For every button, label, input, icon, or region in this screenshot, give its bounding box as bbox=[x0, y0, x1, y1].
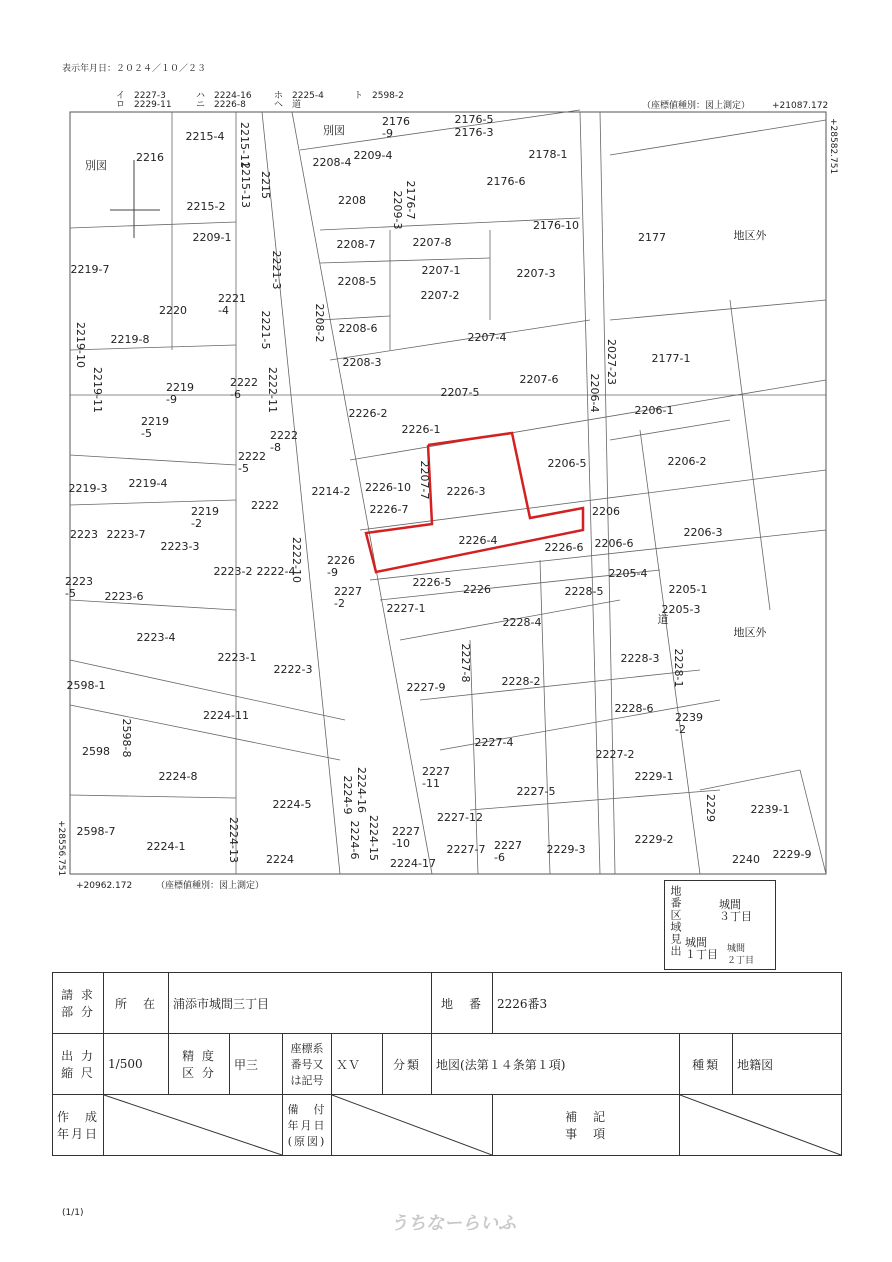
parcel-label: 2228-5 bbox=[564, 585, 604, 598]
notes-value-crossed bbox=[680, 1095, 842, 1156]
parcel-label: 2223-2 bbox=[213, 565, 253, 578]
parcel-label: 2239-1 bbox=[750, 803, 790, 816]
parcel-label: 2208-4 bbox=[312, 156, 352, 169]
parcel-label: 2207-5 bbox=[440, 386, 480, 399]
parcel-label: 2208 bbox=[338, 194, 366, 207]
parcel-label: 2205-3 bbox=[661, 603, 701, 616]
coord-note-bottom: （座標値種別：図上測定） bbox=[156, 881, 265, 891]
parcel-label: 2240 bbox=[732, 853, 760, 866]
parcel-label: 2222-4 bbox=[256, 565, 296, 578]
parcel-label: 2219-8 bbox=[110, 333, 150, 346]
parcel-label: 2206-5 bbox=[547, 457, 587, 470]
parcel-label: 2223-6 bbox=[104, 590, 144, 603]
coord-right-vertical: +28582.751 bbox=[828, 118, 838, 175]
parcel-label: 2229-9 bbox=[772, 848, 812, 861]
coord-note-top: （座標値種別：図上測定） bbox=[642, 101, 751, 111]
parcel-label: 2224 bbox=[266, 853, 294, 866]
parcel-label: 2207-6 bbox=[519, 373, 559, 386]
request-label: 請 求 部 分 bbox=[53, 973, 104, 1034]
parcel-label: 2227-2 bbox=[595, 748, 635, 761]
ref-mark: ロ bbox=[116, 100, 126, 110]
parcel-label: 2227-8 bbox=[459, 643, 472, 683]
lot-value: 2226番3 bbox=[493, 973, 842, 1034]
parcel-label: 2206-4 bbox=[588, 373, 601, 413]
notes-label: 補 記 事 項 bbox=[493, 1095, 680, 1156]
legend-area-3: 城間 ３丁目 bbox=[719, 898, 752, 923]
legend-area-1: 城間 １丁目 bbox=[685, 936, 718, 961]
parcel-label: 2598-1 bbox=[66, 679, 106, 692]
parcel-label: 2223 -5 bbox=[65, 575, 93, 600]
coord-top-right: +21087.172 bbox=[772, 101, 829, 111]
parcel-label: 2228-3 bbox=[620, 652, 660, 665]
parcel-label: 2224-5 bbox=[272, 798, 312, 811]
parcel-label: 2227 -2 bbox=[334, 585, 362, 610]
parcel-label: 2207-7 bbox=[418, 460, 431, 500]
parcel-label: 別図 bbox=[323, 124, 345, 137]
parcel-label: 2224-1 bbox=[146, 840, 186, 853]
parcel-label: 2176-3 bbox=[454, 126, 494, 139]
coord-sys-value: ＸＶ bbox=[332, 1034, 383, 1095]
parcel-label: 2206-3 bbox=[683, 526, 723, 539]
parcel-label: 2226-2 bbox=[348, 407, 388, 420]
parcel-label: 2224-17 bbox=[390, 857, 436, 870]
parcel-label: 地区外 bbox=[733, 229, 767, 242]
parcel-label: 2176-5 bbox=[454, 113, 494, 126]
parcel-label: 2227-12 bbox=[437, 811, 483, 824]
parcel-label: 2224-6 bbox=[348, 820, 361, 860]
ref-mark: ト bbox=[354, 91, 364, 101]
location-label: 所 在 bbox=[104, 973, 169, 1034]
parcel-label: 2222-11 bbox=[266, 367, 279, 413]
parcel-label: 2222 -5 bbox=[238, 450, 266, 475]
parcel-label: 2209-4 bbox=[353, 149, 393, 162]
parcel-label: 2227 -11 bbox=[422, 765, 450, 790]
parcel-label: 2598-7 bbox=[76, 825, 116, 838]
parcel-label: 2229-3 bbox=[546, 843, 586, 856]
parcel-label: 2220 bbox=[159, 304, 187, 317]
parcel-label: 地区外 bbox=[733, 626, 767, 639]
parcel-label: 2227-5 bbox=[516, 785, 556, 798]
parcel-label: 2598 bbox=[82, 745, 110, 758]
parcel-label: 2219-11 bbox=[91, 367, 104, 413]
parcel-label: 2226 bbox=[463, 583, 491, 596]
parcel-label: 2224-9 bbox=[341, 775, 354, 815]
parcel-label: 2207-8 bbox=[412, 236, 452, 249]
district-legend bbox=[664, 880, 776, 970]
ref-value: 2226-8 bbox=[214, 100, 246, 110]
parcel-label: 2239 -2 bbox=[675, 711, 703, 736]
type-label: 種類 bbox=[680, 1034, 733, 1095]
ref-value: 道 bbox=[292, 100, 302, 110]
parcel-label: 2219-3 bbox=[68, 482, 108, 495]
parcel-label: 2222-10 bbox=[290, 537, 303, 583]
parcel-label: 2219 -2 bbox=[191, 505, 219, 530]
parcel-label: 2227 -10 bbox=[392, 825, 420, 850]
parcel-label: 2177-1 bbox=[651, 352, 691, 365]
created-value-crossed bbox=[104, 1095, 283, 1156]
parcel-label: 2219-10 bbox=[74, 322, 87, 368]
parcel-label: 2227 -6 bbox=[494, 839, 522, 864]
created-label: 作 成 年月日 bbox=[53, 1095, 104, 1156]
parcel-label: 2215-13 bbox=[239, 162, 252, 208]
parcel-label: 2226-4 bbox=[458, 534, 498, 547]
ref-mark: ハ bbox=[196, 91, 206, 101]
parcel-label: 2215-2 bbox=[186, 200, 226, 213]
location-value: 浦添市城間三丁目 bbox=[169, 973, 432, 1034]
parcel-label: 2207-4 bbox=[467, 331, 507, 344]
class-value: 地図(法第１４条第１項) bbox=[432, 1034, 680, 1095]
remarks-label: 備 付 年月日 (原図) bbox=[283, 1095, 332, 1156]
parcel-label: 2228-1 bbox=[672, 648, 685, 688]
parcel-label: 2222 -8 bbox=[270, 429, 298, 454]
parcel-label: 2219-7 bbox=[70, 263, 110, 276]
parcel-label: 2227-7 bbox=[446, 843, 486, 856]
type-value: 地籍図 bbox=[733, 1034, 842, 1095]
parcel-label: 2224-8 bbox=[158, 770, 198, 783]
parcel-label: 2207-3 bbox=[516, 267, 556, 280]
parcel-label: 2226-1 bbox=[401, 423, 441, 436]
parcel-label: 2227-1 bbox=[386, 602, 426, 615]
parcel-label: 2224-11 bbox=[203, 709, 249, 722]
parcel-label: 2208-6 bbox=[338, 322, 378, 335]
parcel-label: 2229-2 bbox=[634, 833, 674, 846]
parcel-label: 2176-7 bbox=[404, 180, 417, 220]
parcel-label: 別図 bbox=[85, 159, 107, 172]
ref-mark: ホ bbox=[274, 91, 284, 101]
parcel-label: 2207-1 bbox=[421, 264, 461, 277]
parcel-label: 2221-3 bbox=[270, 250, 283, 290]
parcel-label: 2219-4 bbox=[128, 477, 168, 490]
parcel-label: 2208-3 bbox=[342, 356, 382, 369]
parcel-label: 2216 bbox=[136, 151, 164, 164]
parcel-label: 2228-6 bbox=[614, 702, 654, 715]
parcel-label: 2223-7 bbox=[106, 528, 146, 541]
parcel-label: 2208-5 bbox=[337, 275, 377, 288]
parcel-label: 2206-2 bbox=[667, 455, 707, 468]
legend-area-2: 城間 ２丁目 bbox=[727, 944, 755, 966]
parcel-label: 2206-1 bbox=[634, 404, 674, 417]
parcel-label: 2228-4 bbox=[502, 616, 542, 629]
parcel-label: 2027-23 bbox=[605, 339, 618, 385]
ref-mark: ヘ bbox=[274, 100, 284, 110]
parcel-label: 2205-1 bbox=[668, 583, 708, 596]
parcel-label: 2176 -9 bbox=[382, 115, 410, 140]
parcel-label: 2207-2 bbox=[420, 289, 460, 302]
parcel-label: 2223-3 bbox=[160, 540, 200, 553]
parcel-label: 2209-3 bbox=[391, 190, 404, 230]
parcel-label: 2176-10 bbox=[533, 219, 579, 232]
parcel-label: 2209-1 bbox=[192, 231, 232, 244]
ref-mark: ニ bbox=[196, 100, 206, 110]
parcel-label: 2227-9 bbox=[406, 681, 446, 694]
parcel-label: 2222 bbox=[251, 499, 279, 512]
ref-value: 2224-16 bbox=[214, 91, 252, 101]
parcel-label: 2226-3 bbox=[446, 485, 486, 498]
parcel-label: 2206-6 bbox=[594, 537, 634, 550]
parcel-label: 2215-4 bbox=[185, 130, 225, 143]
parcel-label: 2222 -6 bbox=[230, 376, 258, 401]
parcel-label: 2226-10 bbox=[365, 481, 411, 494]
parcel-label: 2222-3 bbox=[273, 663, 313, 676]
ref-value: 2229-11 bbox=[134, 100, 172, 110]
remarks-value-crossed bbox=[332, 1095, 493, 1156]
parcel-label: 2206 bbox=[592, 505, 620, 518]
ref-value: 2227-3 bbox=[134, 91, 166, 101]
parcel-label: 2221-5 bbox=[259, 310, 272, 350]
parcel-label: 2223-1 bbox=[217, 651, 257, 664]
parcel-label: 2178-1 bbox=[528, 148, 568, 161]
parcel-label: 2229 bbox=[704, 794, 717, 822]
ref-mark: イ bbox=[116, 91, 126, 101]
parcel-label: 2226-7 bbox=[369, 503, 409, 516]
class-label: 分類 bbox=[383, 1034, 432, 1095]
parcel-label: 2215-11 bbox=[238, 122, 251, 168]
parcel-label: 2205-4 bbox=[608, 567, 648, 580]
parcel-label: 2215 bbox=[259, 171, 272, 199]
watermark: うちなーらいふ bbox=[390, 1213, 516, 1234]
coord-sys-label: 座標系 番号又 は記号 bbox=[283, 1034, 332, 1095]
parcel-label: 2226-5 bbox=[412, 576, 452, 589]
precision-value: 甲三 bbox=[230, 1034, 283, 1095]
display-date: 表示年月日：２０２４／１０／２３ bbox=[62, 64, 207, 74]
parcel-label: 2223-4 bbox=[136, 631, 176, 644]
parcel-label: 2219 -5 bbox=[141, 415, 169, 440]
legend-title: 地番区域見出 bbox=[669, 885, 682, 957]
parcel-label: 2177 bbox=[638, 231, 666, 244]
parcel-label: 2208-2 bbox=[313, 303, 326, 343]
parcel-label: 2208-7 bbox=[336, 238, 376, 251]
parcel-label: 2598-8 bbox=[120, 718, 133, 758]
info-table bbox=[52, 972, 842, 1156]
parcel-label: 2226-6 bbox=[544, 541, 584, 554]
parcel-label: 2229-1 bbox=[634, 770, 674, 783]
parcel-label: 2176-6 bbox=[486, 175, 526, 188]
parcel-label: 2223 bbox=[70, 528, 98, 541]
page-number: (1/1) bbox=[62, 1208, 84, 1218]
scale-value: 1/500 bbox=[104, 1034, 169, 1095]
precision-label: 精 度 区 分 bbox=[169, 1034, 230, 1095]
parcel-label: 2224-16 bbox=[355, 767, 368, 813]
ref-value: 2598-2 bbox=[372, 91, 404, 101]
parcel-label: 2226 -9 bbox=[327, 554, 355, 579]
parcel-label: 2224-15 bbox=[367, 815, 380, 861]
ref-value: 2225-4 bbox=[292, 91, 324, 101]
road-label: 道 bbox=[657, 613, 669, 626]
parcel-label: 2227-4 bbox=[474, 736, 514, 749]
parcel-label: 2224-13 bbox=[227, 817, 240, 863]
coord-left-vertical: +28556.751 bbox=[56, 820, 66, 877]
parcel-label: 2228-2 bbox=[501, 675, 541, 688]
parcel-label: 2221 -4 bbox=[218, 292, 246, 317]
parcel-label: 2214-2 bbox=[311, 485, 351, 498]
lot-label: 地 番 bbox=[432, 973, 493, 1034]
scale-label: 出 力 縮 尺 bbox=[53, 1034, 104, 1095]
parcel-label: 2219 -9 bbox=[166, 381, 194, 406]
coord-bottom-left: +20962.172 bbox=[76, 881, 133, 891]
